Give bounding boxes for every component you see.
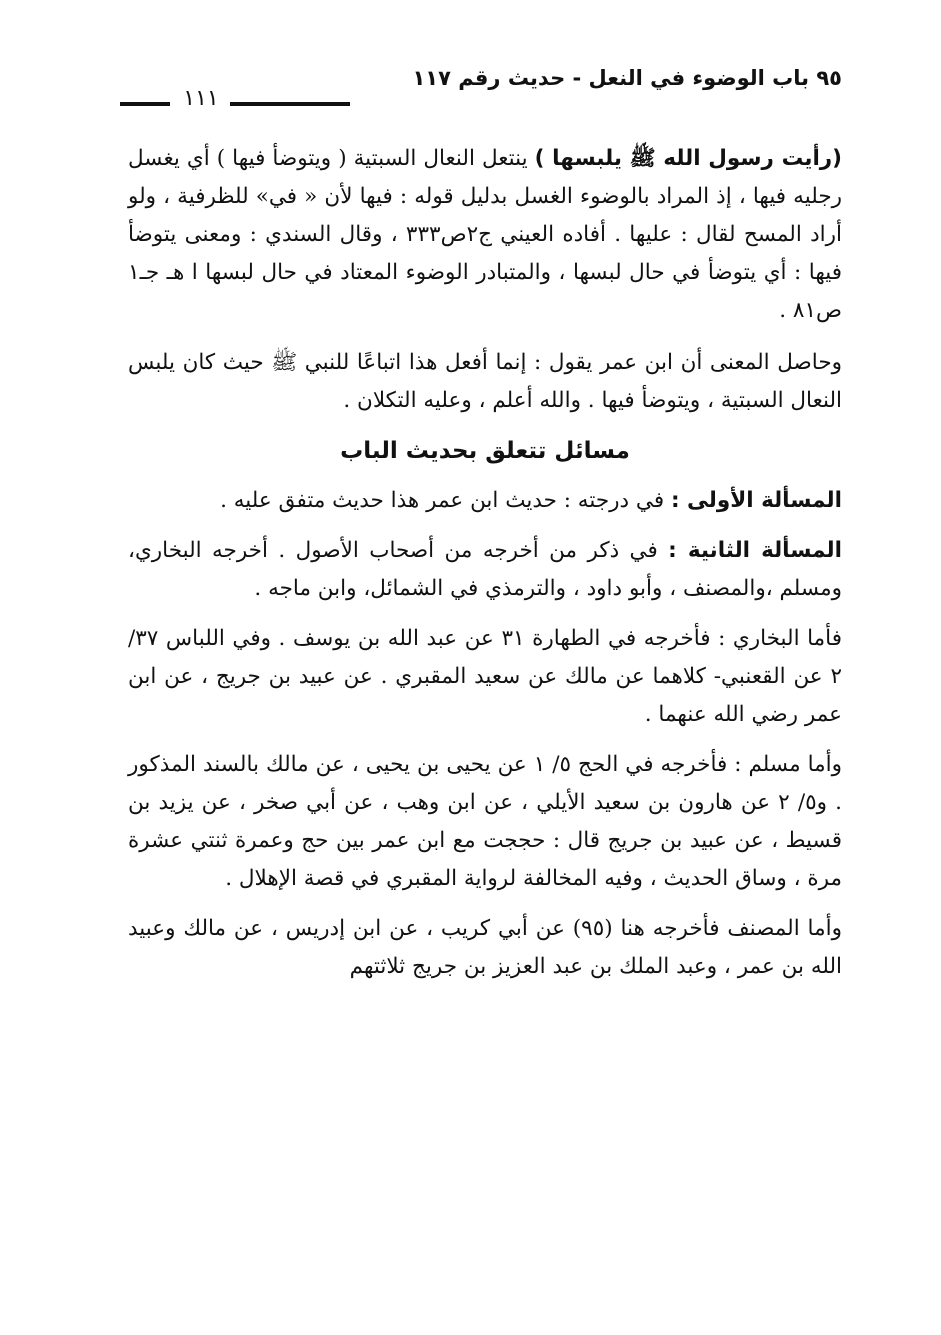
summary-paragraph (128, 344, 842, 420)
header-rule-left (120, 102, 170, 106)
header-rule-right (230, 102, 350, 106)
issue-label: المسألة الأولى : (670, 488, 842, 513)
detail-paragraph-musannif: وأما المصنف فأخرجه هنا (٩٥) عن أبي كريب ، عن ابن إدريس ، عن مالك وعبيد الله بن عمر ، وعبد الملك بن عبد العزيز بن جريج ثلاثتهم (128, 916, 842, 979)
page-header (120, 66, 842, 111)
issue-label: المسألة الثانية : (668, 538, 842, 563)
issue-text: في درجته : حديث ابن عمر هذا حديث متفق عليه . (220, 488, 671, 513)
detail-paragraph-muslim: وأما مسلم : فأخرجه في الحج ٥/ ١ عن يحيى بن يحيى ، عن مالك بالسند المذكور . و٥/ ٢ عن هارون بن سعيد الأيلي ، عن ابن وهب ، عن أبي صخر ، عن يزيد بن قسيط ، عن عبيد بن جريج قال : حججت مع ابن عمر بين حج وعمرة ثنتي عشرة مرة ، وساق الحديث ، وفيه المخالفة لرواية المقبري في قصة الإهلال . (128, 752, 842, 891)
issue-text: في ذكر من أخرجه من أصحاب الأصول . أخرجه البخاري، ومسلم ،والمصنف ، وأبو داود ، والترمذي في الشمائل، وابن ماجه . (128, 538, 842, 601)
issue-paragraph (128, 482, 842, 520)
issue-paragraph (128, 532, 842, 608)
summary-text: وحاصل المعنى أن ابن عمر يقول : إنما أفعل هذا اتباعًا للنبي ﷺ حيث كان يلبس النعال السبتية ، ويتوضأ فيها . والله أعلم ، وعليه التكلان . (128, 350, 842, 413)
commentary-paragraph (128, 140, 842, 330)
page-number-rule (120, 86, 350, 118)
section-heading: مسائل تتعلق بحديث الباب (340, 438, 630, 464)
main-text (128, 140, 842, 998)
running-title: ٩٥ باب الوضوء في النعل - حديث رقم ١١٧ (412, 66, 842, 90)
page-number: ١١١ (183, 86, 219, 111)
detail-paragraph-bukhari: فأما البخاري : فأخرجه في الطهارة ٣١ عن عبد الله بن يوسف . وفي اللباس ٣٧/ ٢ عن القعنبي- كلاهما عن مالك عن سعيد المقبري . عن عبيد بن جريج ، عن ابن عمر رضي الله عنهما . (128, 626, 842, 727)
commentary-text: ينتعل النعال السبتية ( ويتوضأ فيها ) أي يغسل رجليه فيها ، إذ المراد بالوضوء الغسل بدليل قوله : فيها لأن « في» للظرفية ، ولو أراد المسح لقال : عليها . أفاده العيني ج٢ص٣٣٣ ، وقال السندي : ومعنى يتوضأ فيها : أي يتوضأ في حال لبسها ، والمتبادر الوضوء المعتاد في حال لبسها ا هـ جـ١ ص٨١ . (128, 146, 842, 323)
hadith-quote: (رأيت رسول الله ﷺ يلبسها ) (534, 146, 843, 171)
